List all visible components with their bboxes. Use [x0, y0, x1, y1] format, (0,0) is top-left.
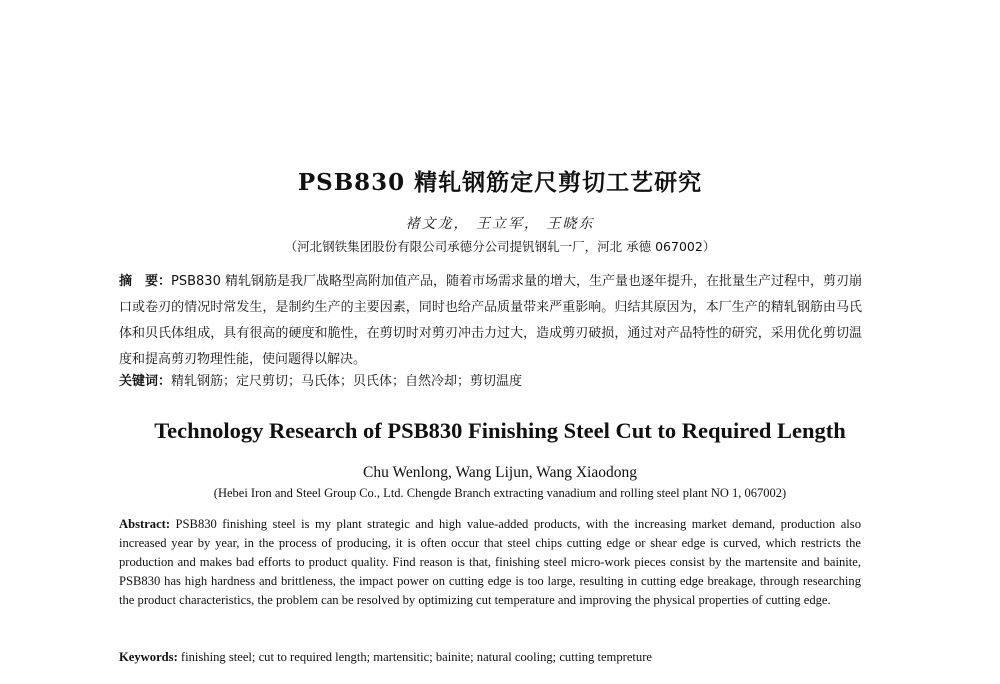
english-abstract-text: PSB830 finishing steel is my plant strategic and high value-added products, with the increasing market demand, production also increased year by year, in the process of producing, it is often occur that steel chips cutting edge or shear edge is curved, which restricts the production and makes bad efforts to product quality. Find reason is that, finishing steel micro-work pieces consist by the martensite and bainite, PSB830 has high hardness and brittleness, the impact power on cutting edge is too large, resulting in cutting edge breakage, through researching the product characteristics, the problem can be resolved by optimizing cut temperature and improving the physical properties of cutting edge.	[119, 517, 861, 607]
english-keywords-label: Keywords:	[119, 650, 178, 664]
chinese-affiliation: （河北钢铁集团股份有限公司承德分公司提钒钢轧一厂，河北 承德 067002）	[284, 239, 716, 254]
english-abstract-label: Abstract:	[119, 517, 171, 531]
chinese-authors: 褚文龙， 王立军， 王晓东	[405, 216, 595, 232]
english-title: Technology Research of PSB830 Finishing Steel Cut to Required Length	[154, 418, 846, 443]
chinese-keywords-text: 精轧钢筋；定尺剪切；马氏体；贝氏体；自然冷却；剪切温度	[171, 374, 523, 389]
english-authors: Chu Wenlong, Wang Lijun, Wang Xiaodong	[363, 464, 637, 481]
chinese-title: PSB830 精轧钢筋定尺剪切工艺研究	[297, 169, 703, 196]
english-keywords-text: finishing steel; cut to required length; martensitic; bainite; natural cooling; cutting tempreture	[177, 650, 652, 664]
chinese-abstract	[119, 269, 862, 373]
chinese-abstract-text: PSB830 精轧钢筋是我厂战略型高附加值产品，随着市场需求量的增大，生产量也逐年提升，在批量生产过程中，剪刃崩口或卷刃的情况时常发生，是制约生产的主要因素，同时也给产品质量带来严重影响。归结其原因为，本厂生产的精轧钢筋由马氏体和贝氏体组成，具有很高的硬度和脆性，在剪切时对剪刃冲击力过大，造成剪刃破损，通过对产品特性的研究，采用优化剪切温度和提高剪刃物理性能，使问题得以解决。	[119, 274, 862, 367]
english-abstract	[119, 515, 861, 610]
english-keywords	[119, 648, 861, 666]
chinese-keywords-label: 关键词：	[119, 374, 172, 389]
english-affiliation: (Hebei Iron and Steel Group Co., Ltd. Chengde Branch extracting vanadium and rolling steel plant NO 1, 067002)	[213, 486, 787, 500]
chinese-keywords	[119, 373, 862, 391]
chinese-abstract-label: 摘 要：	[119, 274, 172, 289]
